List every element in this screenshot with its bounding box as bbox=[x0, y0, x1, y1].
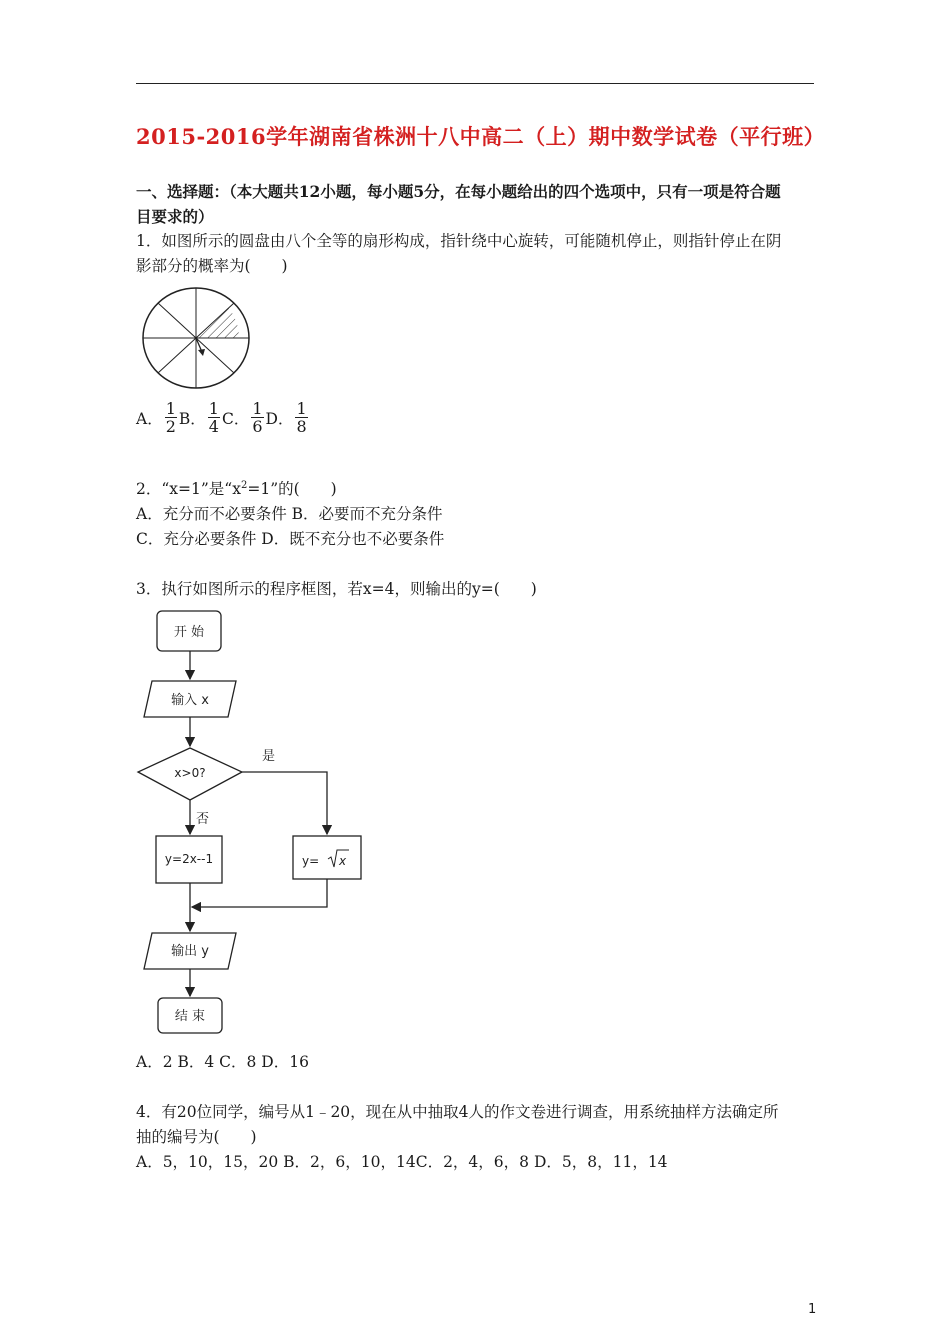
q1-option-d-fraction: $\frac{1}{8}$ bbox=[296, 399, 307, 436]
page-number: 1 bbox=[808, 1302, 817, 1317]
q1-option-a-fraction: $\frac{1}{2}$ bbox=[165, 399, 176, 436]
q1-option-c-fraction: $\frac{1}{6}$ bbox=[252, 399, 263, 436]
flowchart-figure bbox=[130, 605, 370, 1040]
flow-input-label: 输入 x bbox=[171, 693, 209, 708]
flow-yes-label: 是 bbox=[262, 749, 276, 764]
flow-left-box-label: y=2x--1 bbox=[164, 852, 214, 866]
q1-option-a-letter: A． bbox=[136, 409, 163, 428]
shaded-sector bbox=[196, 305, 239, 338]
pointer-arrow-icon bbox=[196, 338, 205, 356]
q1-option-b-letter: B． bbox=[178, 409, 206, 428]
flow-output-label: 输出 y bbox=[171, 944, 209, 959]
page-title: 2015-2016学年湖南省株洲十八中高二（上）期中数学试卷（平行班） bbox=[136, 124, 826, 149]
flow-start-label: 开 始 bbox=[173, 625, 205, 640]
q4-options: A．5，10，15，20 B．2，6，10，14C．2，4，6，8 D．5，8，11，14 bbox=[136, 1153, 668, 1171]
spinner-disc-figure bbox=[136, 282, 254, 390]
q4-stem-line1: 4．有20位同学，编号从1﹣20，现在从中抽取4人的作文卷进行调查，用系统抽样方法确定所 bbox=[136, 1103, 779, 1121]
flow-decision-label: x>0? bbox=[174, 766, 206, 780]
q1-option-b-fraction: $\frac{1}{4}$ bbox=[208, 399, 219, 436]
q3-options: A．2 B．4 C．8 D．16 bbox=[136, 1053, 309, 1071]
q1-option-d-letter: D． bbox=[265, 409, 294, 428]
section-heading-line1: 一、选择题：（本大题共12小题，每小题5分，在每小题给出的四个选项中，只有一项是符合题 bbox=[136, 182, 781, 201]
header-rule bbox=[136, 83, 814, 84]
section-heading-line2: 目要求的） bbox=[136, 207, 214, 226]
q1-option-c-letter: C． bbox=[221, 409, 250, 428]
q2-options-line1: A．充分而不必要条件 B．必要而不充分条件 bbox=[136, 505, 443, 523]
q2-options-line2: C．充分必要条件 D．既不充分也不必要条件 bbox=[136, 530, 445, 548]
flow-sqrt-radicand: x bbox=[339, 854, 347, 868]
q2-stem: 2．“x=1”是“$x^2=1$”的( ) bbox=[136, 479, 337, 498]
q4-stem-line2: 抽的编号为( ) bbox=[136, 1128, 257, 1146]
flow-end-label: 结 束 bbox=[174, 1009, 206, 1024]
flow-no-label: 否 bbox=[196, 812, 210, 827]
q3-stem: 3．执行如图所示的程序框图，若x=4，则输出的y=( ) bbox=[136, 580, 537, 598]
q1-stem-line1: 1．如图所示的圆盘由八个全等的扇形构成，指针绕中心旋转，可能随机停止，则指针停止在阴 bbox=[136, 232, 782, 250]
q1-options bbox=[136, 400, 310, 435]
flow-right-box-label: y= bbox=[302, 854, 320, 868]
q1-stem-line2: 影部分的概率为( ) bbox=[136, 257, 288, 275]
